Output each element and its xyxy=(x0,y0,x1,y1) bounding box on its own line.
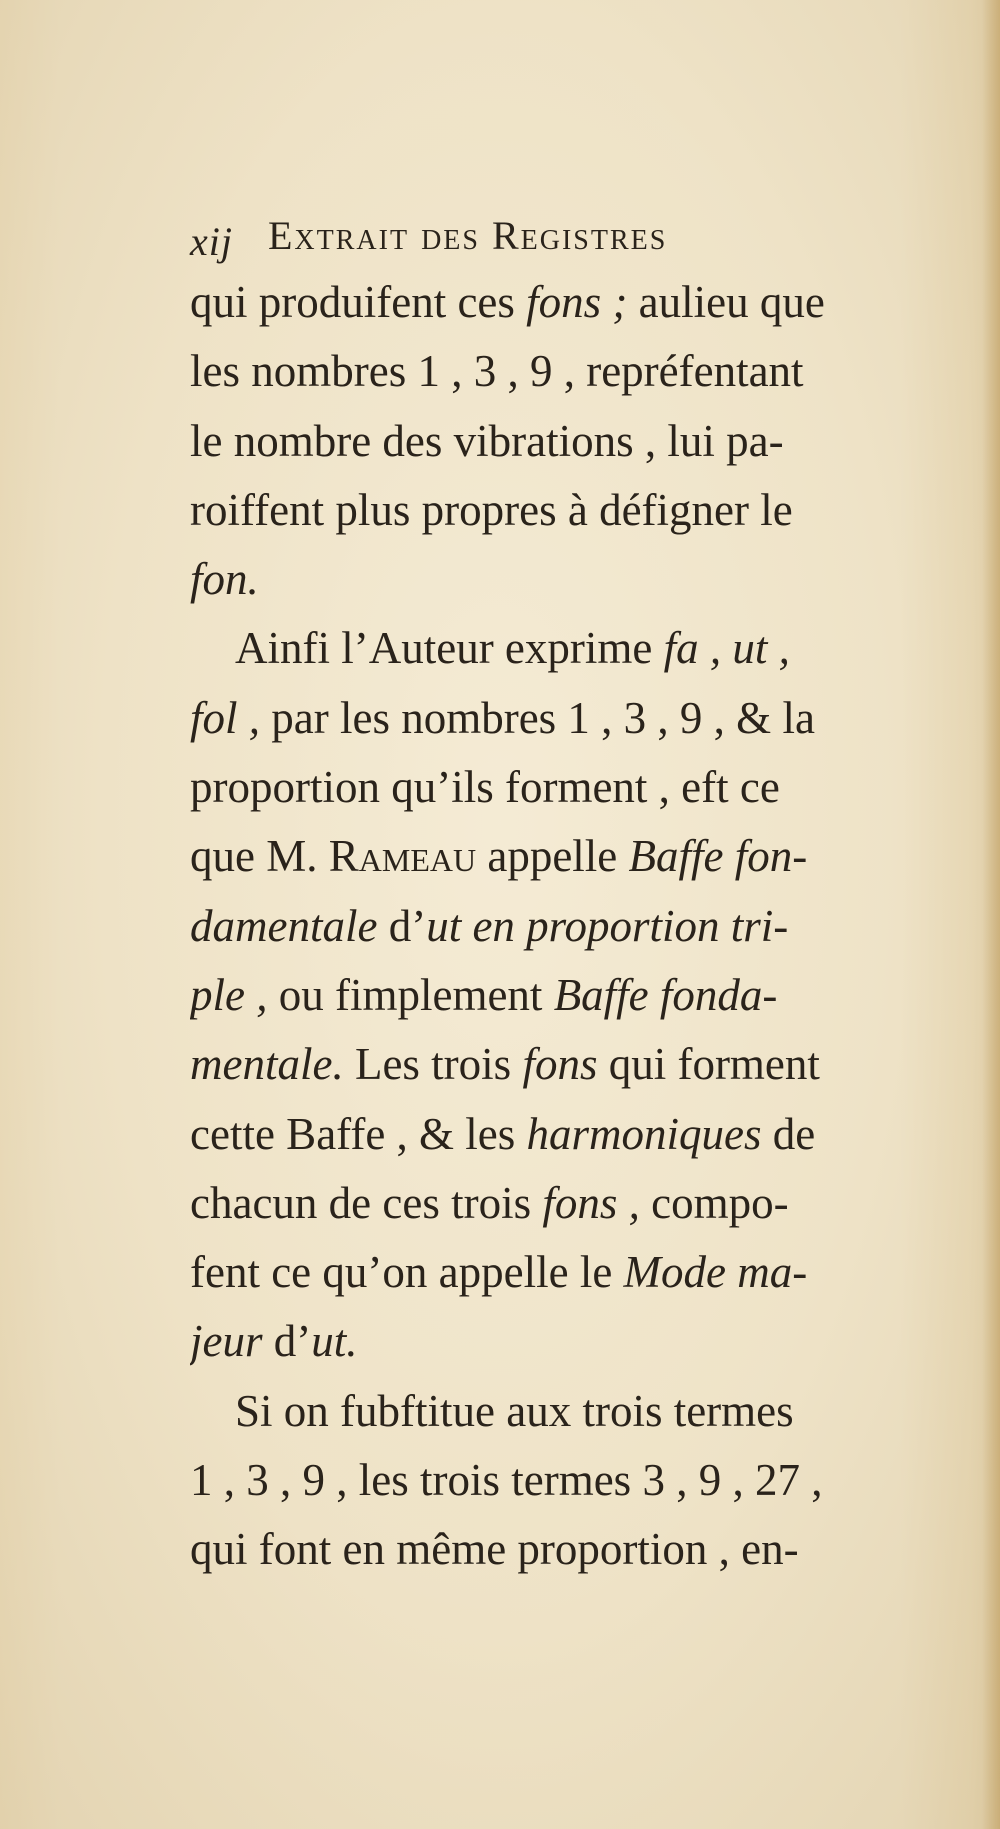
text-segment: cette Baffe , & les xyxy=(190,1108,527,1159)
italic-segment: ut. xyxy=(311,1316,358,1367)
text-line xyxy=(190,753,920,822)
italic-segment: fons xyxy=(522,1039,598,1090)
text-line xyxy=(190,614,920,683)
italic-segment: fons , xyxy=(542,1177,640,1228)
text-segment: ou fimplement xyxy=(267,969,554,1020)
text-segment: roiffent plus propres à défigner le xyxy=(190,484,793,535)
text-line xyxy=(190,1377,920,1446)
italic-segment: fol , xyxy=(190,692,261,743)
italic-segment: Mode ma- xyxy=(623,1247,808,1298)
text-line xyxy=(190,1100,920,1169)
text-segment: 1 , 3 , 9 , les trois termes 3 , 9 , 27 , xyxy=(190,1455,823,1506)
text-line xyxy=(190,684,920,753)
body-text xyxy=(190,268,920,1585)
text-segment: proportion qu’ils forment , eft ce xyxy=(190,762,780,813)
text-segment: qui font en même proportion , en- xyxy=(190,1524,799,1575)
text-line xyxy=(190,1307,920,1376)
running-head: Extrait des Registres xyxy=(268,213,668,258)
text-segment: appelle xyxy=(476,831,629,882)
italic-segment: fon. xyxy=(190,554,259,605)
text-segment: fent ce qu’on appelle le xyxy=(190,1247,624,1298)
page-edge-shadow xyxy=(982,0,1000,1829)
italic-segment: jeur xyxy=(190,1316,263,1367)
text-line xyxy=(190,545,920,614)
italic-segment: harmoniques xyxy=(526,1108,762,1159)
text-segment: Si on fubftitue aux trois termes xyxy=(235,1385,794,1436)
text-segment: le nombre des vibrations , lui pa- xyxy=(190,415,784,466)
text-segment: chacun de ces trois xyxy=(190,1177,543,1228)
page-header xyxy=(190,212,830,272)
text-line xyxy=(190,407,920,476)
text-line xyxy=(190,1030,920,1099)
text-line xyxy=(190,822,920,891)
italic-segment: fons ; xyxy=(526,277,628,327)
italic-segment: Baffe fon- xyxy=(628,831,808,882)
text-line xyxy=(190,1169,920,1238)
italic-segment: Baffe fonda- xyxy=(553,969,778,1020)
text-line xyxy=(190,476,920,545)
text-line xyxy=(190,1446,920,1515)
small-caps-name: Rameau xyxy=(328,831,477,882)
text-line xyxy=(190,1515,920,1584)
italic-segment: damentale xyxy=(190,900,378,951)
text-segment: compo- xyxy=(639,1177,789,1228)
italic-segment: mentale. xyxy=(190,1039,344,1090)
text-segment: qui produifent ces xyxy=(190,277,527,327)
text-line xyxy=(190,268,920,337)
text-line xyxy=(190,892,920,961)
text-segment: les nombres 1 , 3 , 9 , repréfentant xyxy=(190,346,804,397)
text-segment: Ainfi l’Auteur exprime xyxy=(235,623,664,674)
page-number: xij xyxy=(190,219,233,264)
text-segment: aulieu que xyxy=(627,277,825,327)
text-segment: d’ xyxy=(377,900,427,951)
text-line xyxy=(190,961,920,1030)
italic-segment: ut en proportion tri- xyxy=(426,900,789,951)
text-segment: qui forment xyxy=(597,1039,820,1090)
text-line xyxy=(190,1238,920,1307)
italic-segment: fa , ut , xyxy=(663,623,790,674)
text-segment: Les trois xyxy=(343,1039,523,1090)
text-segment: que M. xyxy=(190,831,329,882)
text-segment: de xyxy=(761,1108,816,1159)
italic-segment: ple , xyxy=(190,969,268,1020)
text-segment: d’ xyxy=(262,1316,312,1367)
text-line xyxy=(190,337,920,406)
text-segment: par les nombres 1 , 3 , 9 , & la xyxy=(260,692,815,743)
